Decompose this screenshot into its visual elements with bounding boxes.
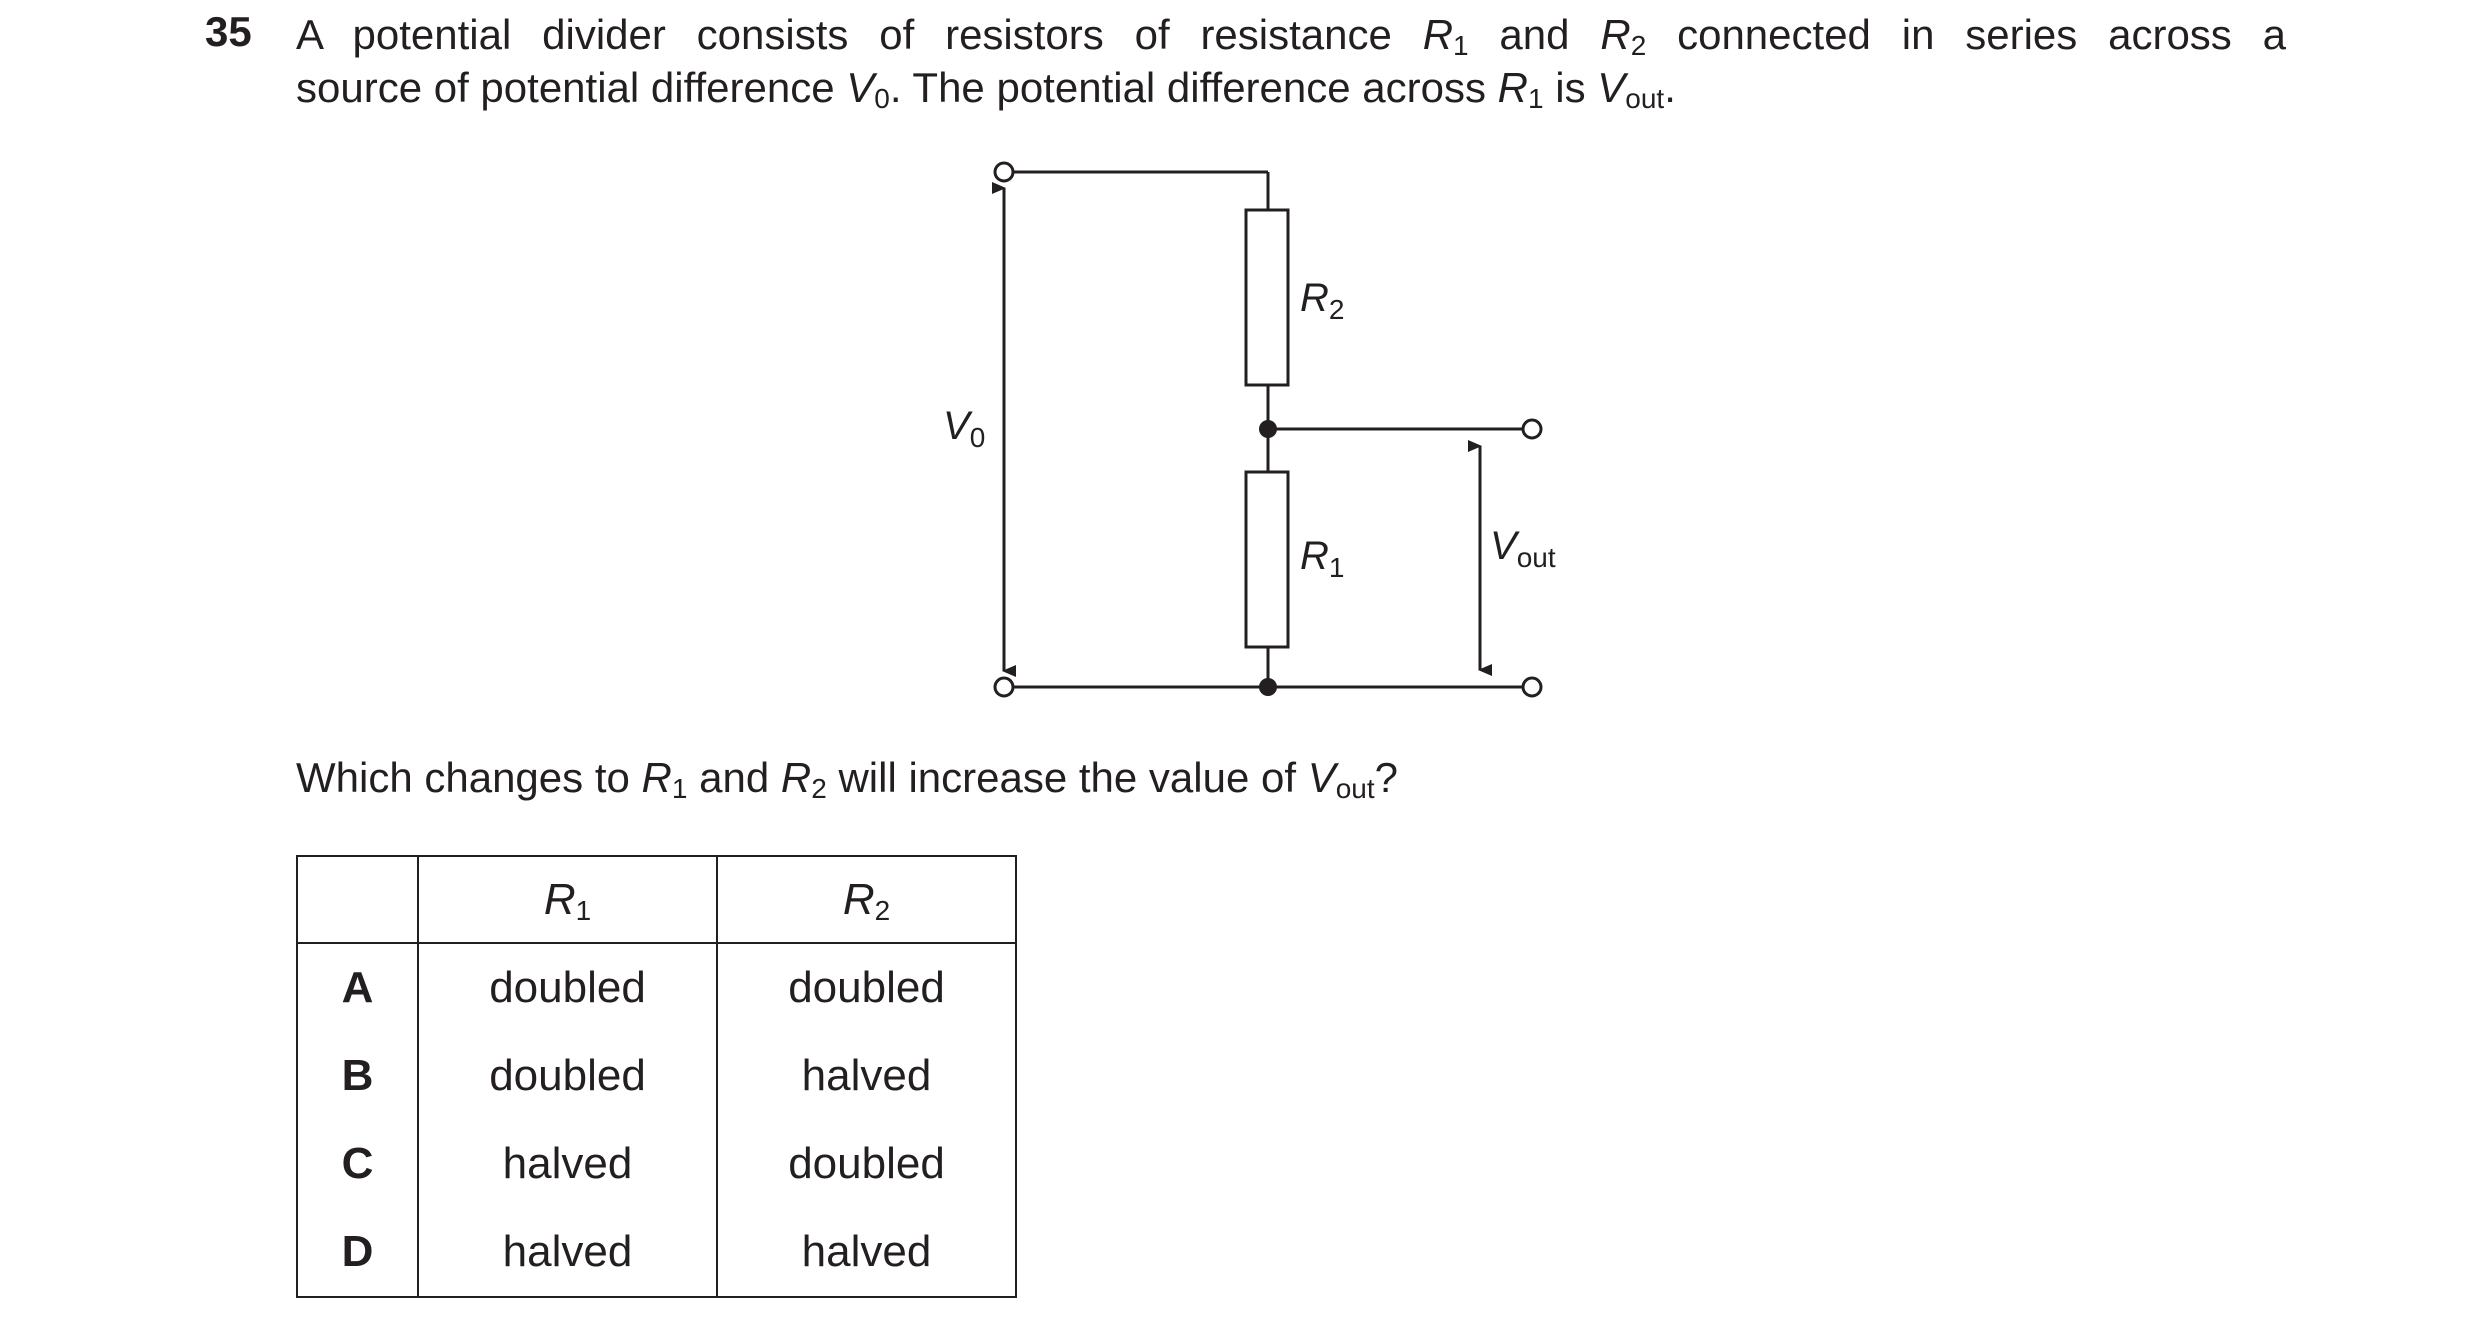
option-key: C: [297, 1120, 418, 1208]
table-header-row: [297, 856, 1016, 943]
option-r1: doubled: [418, 1032, 717, 1120]
terminal-output-bottom: [1523, 678, 1541, 696]
r2-label: $R_2$: [1300, 276, 1345, 325]
header-r1: $R_1$: [418, 856, 717, 943]
question-prompt: Which changes to $R_1$ and $R_2$ will increase the value of $V_{out}$?: [296, 754, 1399, 804]
v0-label: $V_0$: [943, 404, 986, 453]
resistor-r1: [1246, 472, 1288, 647]
terminal-bottom-left: [995, 678, 1013, 696]
table-row: [297, 1120, 1016, 1208]
table-row: [297, 943, 1016, 1032]
option-r2: doubled: [717, 943, 1016, 1032]
terminal-output-top: [1523, 420, 1541, 438]
option-r2: doubled: [717, 1120, 1016, 1208]
option-r2: halved: [717, 1032, 1016, 1120]
option-key: D: [297, 1208, 418, 1297]
vout-label: $V_{out}$: [1490, 524, 1556, 573]
table-row: [297, 1032, 1016, 1120]
junction-bottom: [1259, 678, 1277, 696]
option-r1: halved: [418, 1120, 717, 1208]
option-r1: halved: [418, 1208, 717, 1297]
r1-label: $R_1$: [1300, 534, 1345, 583]
option-key: A: [297, 943, 418, 1032]
terminal-top-left: [995, 163, 1013, 181]
resistor-r2: [1246, 210, 1288, 385]
answer-options-table: [296, 855, 1017, 1298]
option-key: B: [297, 1032, 418, 1120]
junction-middle: [1259, 420, 1277, 438]
stem-line-1: A potential divider consists of resistors of resistance $R_1$ and $R_2$ connected in series across a: [296, 11, 2286, 61]
option-r2: halved: [717, 1208, 1016, 1297]
table-row: [297, 1208, 1016, 1297]
option-r1: doubled: [418, 943, 717, 1032]
header-key: [297, 856, 418, 943]
question-number: 35: [205, 8, 252, 55]
stem-line-2: source of potential difference $V_0$. The potential difference across $R_1$ is $V_{out}$.: [296, 64, 1676, 114]
header-r2: $R_2$: [717, 856, 1016, 943]
